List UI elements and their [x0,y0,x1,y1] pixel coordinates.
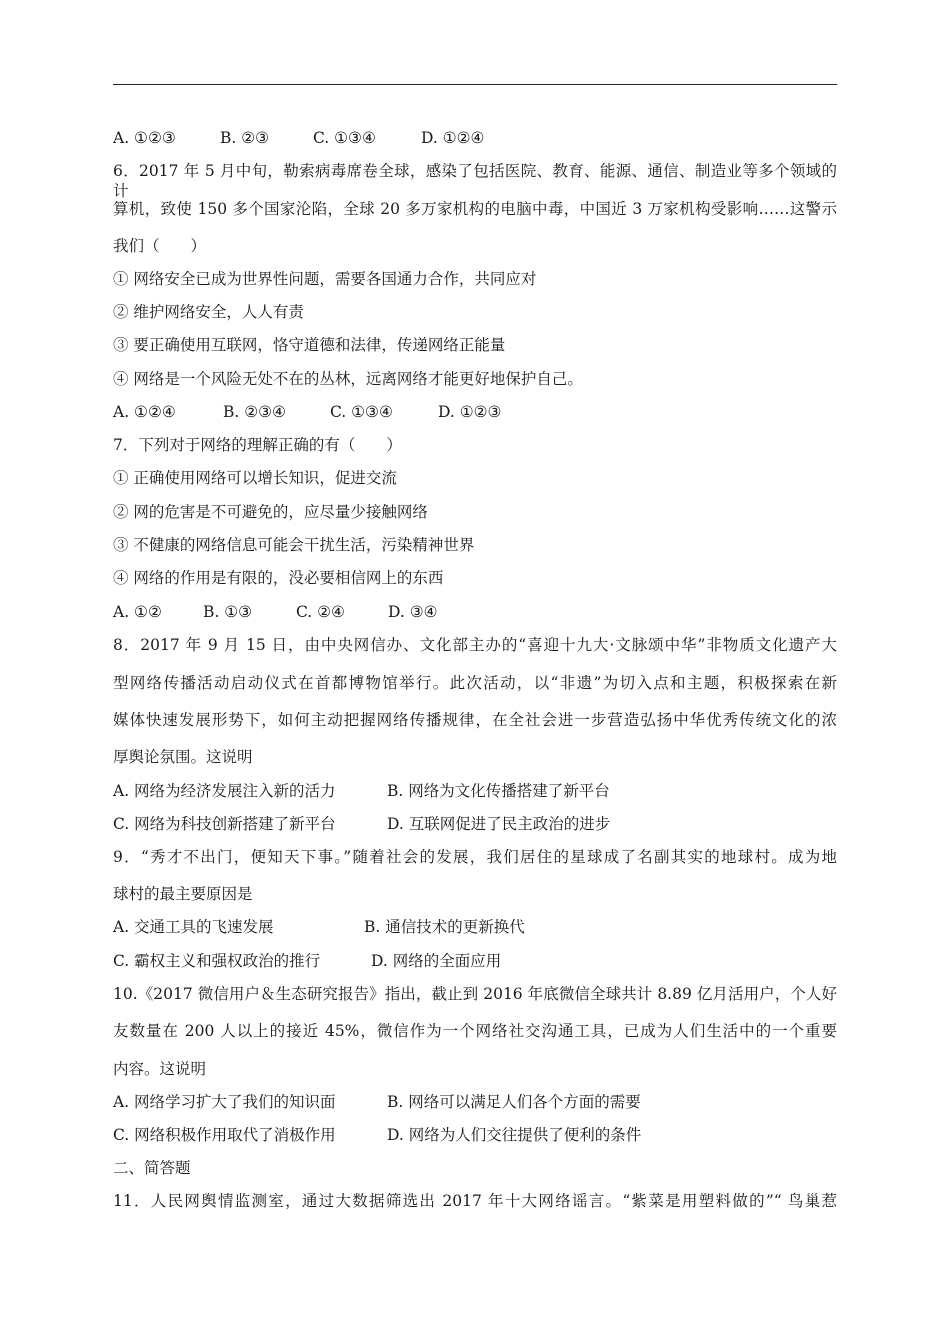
q6-option-a: A. ①②④ [113,403,176,421]
q7-option-a: A. ①② [113,603,162,621]
q10-option-a: A. 网络学习扩大了我们的知识面 [113,1093,336,1111]
q9-option-c: C. 霸权主义和强权政治的推行 [113,952,321,970]
q8-option-a: A. 网络为经济发展注入新的活力 [113,782,336,800]
q6-item-2: ② 维护网络安全，人人有责 [113,303,304,321]
q7-option-c: C. ②④ [296,603,345,621]
q8-option-c: C. 网络为科技创新搭建了新平台 [113,815,336,833]
q6-item-1: ① 网络安全已成为世界性问题，需要各国通力合作，共同应对 [113,270,537,288]
q9-option-a: A. 交通工具的飞速发展 [113,918,274,936]
q6-item-4: ④ 网络是一个风险无处不在的丛林，远离网络才能更好地保护自己。 [113,370,583,388]
q6-stem-line-2: 算机，致使 150 多个国家沦陷，全球 20 多万家机构的电脑中毒，中国近 3 万家机构受影响……这警示 [113,200,837,218]
q11-stem-line-1: 11．人民网舆情监测室，通过大数据筛选出 2017 年十大网络谣言。“紫菜是用塑料做的”“ 鸟巢惹 [113,1192,837,1210]
section-title-short-answer: 二、简答题 [113,1159,191,1177]
q8-stem-line-4: 厚舆论氛围。这说明 [113,748,253,766]
q10-stem-line-3: 内容。这说明 [113,1060,207,1078]
q7-stem: 7．下列对于网络的理解正确的有（ ） [113,436,402,454]
q7-item-1: ① 正确使用网络可以增长知识，促进交流 [113,469,397,487]
q8-option-d: D. 互联网促进了民主政治的进步 [387,815,611,833]
q10-option-c: C. 网络积极作用取代了消极作用 [113,1126,336,1144]
q5-option-d: D. ①②④ [421,129,485,147]
q10-stem-line-1: 10.《2017 微信用户＆生态研究报告》指出，截止到 2016 年底微信全球共计 8.89 亿月活用户，个人好 [113,985,837,1003]
q10-option-b: B. 网络可以满足人们各个方面的需要 [387,1093,641,1111]
q6-stem-line-1: 6．2017 年 5 月中旬，勒索病毒席卷全球，感染了包括医院、教育、能源、通信、制造业等多个领域的计 [113,162,837,200]
q8-stem-line-2: 型网络传播活动启动仪式在首都博物馆举行。此次活动，以“非遗”为切入点和主题，积极探索在新 [113,674,837,692]
header-rule [113,84,837,85]
q7-item-3: ③ 不健康的网络信息可能会干扰生活，污染精神世界 [113,536,475,554]
q8-stem-line-1: 8．2017 年 9 月 15 日，由中央网信办、文化部主办的“喜迎十九大·文脉颂中华”非物质文化遗产大 [113,636,837,654]
q6-stem-line-3: 我们（ ） [113,237,207,255]
q9-stem-line-2: 球村的最主要原因是 [113,885,253,903]
q6-option-c: C. ①③④ [330,403,393,421]
q9-option-d: D. 网络的全面应用 [371,952,502,970]
q10-option-d: D. 网络为人们交往提供了便利的条件 [387,1126,642,1144]
q6-option-d: D. ①②③ [438,403,502,421]
q9-stem-line-1: 9．“秀才不出门，便知天下事。”随着社会的发展，我们居住的星球成了名副其实的地球村。成为地 [113,848,837,866]
q10-stem-line-2: 友数量在 200 人以上的接近 45%，微信作为一个网络社交沟通工具，已成为人们生活中的一个重要 [113,1022,837,1040]
q6-item-3: ③ 要正确使用互联网，恪守道德和法律，传递网络正能量 [113,336,506,354]
q5-option-c: C. ①③④ [313,129,376,147]
q7-item-2: ② 网的危害是不可避免的，应尽量少接触网络 [113,503,428,521]
q9-option-b: B. 通信技术的更新换代 [364,918,525,936]
q5-option-b: B. ②③ [220,129,270,147]
q7-item-4: ④ 网络的作用是有限的，没必要相信网上的东西 [113,569,444,587]
q8-stem-line-3: 媒体快速发展形势下，如何主动把握网络传播规律，在全社会进一步营造弘扬中华优秀传统文化的浓 [113,711,837,729]
q6-option-b: B. ②③④ [223,403,286,421]
q7-option-b: B. ①③ [203,603,253,621]
q5-option-a: A. ①②③ [113,129,176,147]
q8-option-b: B. 网络为文化传播搭建了新平台 [387,782,610,800]
q7-option-d: D. ③④ [388,603,438,621]
